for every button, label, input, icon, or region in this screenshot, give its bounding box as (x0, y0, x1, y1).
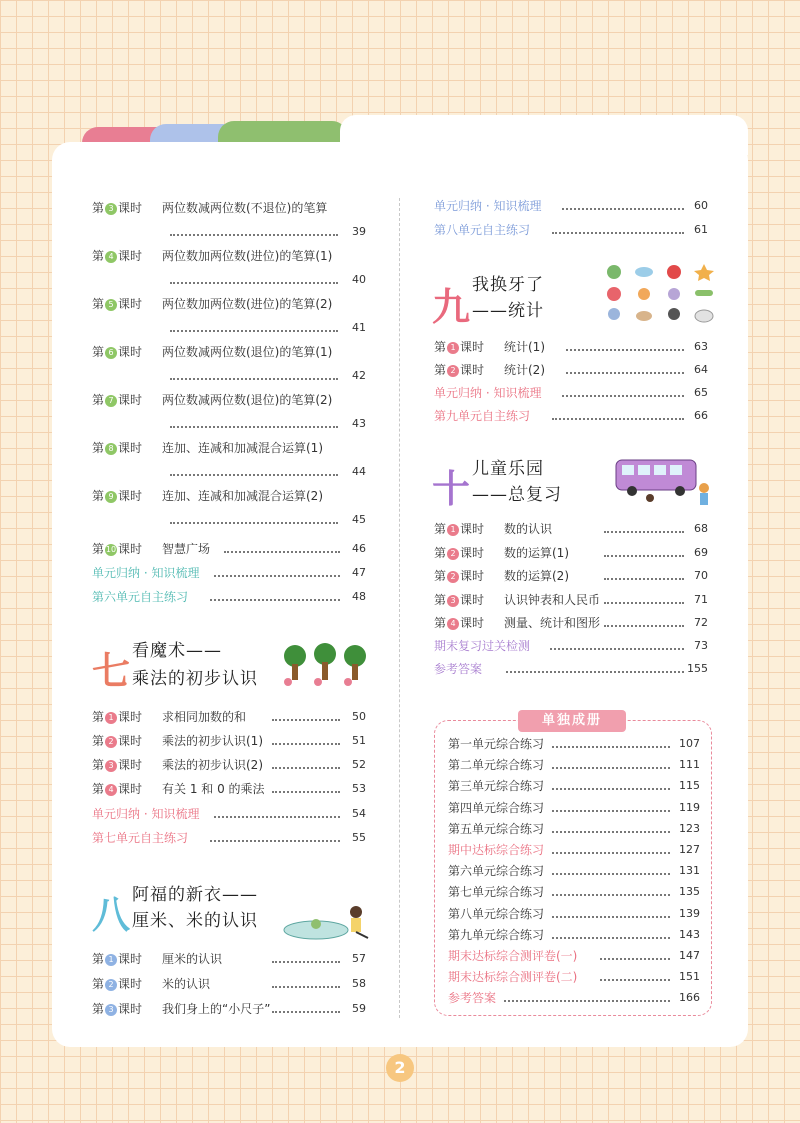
entry-title: 两位数加两位数(进位)的笔算(1) (162, 249, 333, 263)
entry-title: 单元归纳 · 知识梳理 (92, 566, 200, 580)
unit7-title-line2: 乘法的初步认识 (132, 669, 258, 689)
leader-dots (552, 894, 670, 896)
leader-dots (506, 671, 684, 673)
lesson-number-badge: 9 (105, 491, 117, 503)
lesson-number-badge: 3 (105, 760, 117, 772)
lesson-label: 第 2 课时 (92, 977, 143, 991)
lesson-label: 第 5 课时 (92, 297, 143, 311)
entry-title: 参考答案 (434, 662, 483, 676)
entry-title: 数的运算(1) (504, 545, 569, 560)
page-ref: 70 (694, 569, 708, 582)
lesson-label: 第 2 课时 (92, 734, 143, 748)
lesson-label: 第 1 课时 (92, 710, 143, 724)
page-ref: 72 (694, 616, 708, 629)
magic-trees-illustration (280, 640, 370, 692)
lesson-label: 第 3 课时 (92, 1002, 143, 1016)
page-ref: 61 (694, 223, 708, 236)
entry-title: 连加、连减和加减混合运算(2) (162, 489, 323, 503)
entry-title: 两位数减两位数(退位)的笔算(2) (162, 393, 333, 407)
unit8-char: 八 (92, 893, 131, 937)
lesson-label: 第 1 课时 (434, 340, 485, 354)
entry-title: 第三单元综合练习 (448, 779, 545, 794)
lesson-number-badge: 4 (447, 618, 459, 630)
leader-dots (562, 395, 684, 397)
entry-title: 单元归纳 · 知识梳理 (434, 386, 542, 400)
page-ref: 166 (679, 991, 700, 1005)
unit9-title-line2: ——统计 (472, 301, 544, 321)
entry-title: 期末达标综合测评卷(二) (448, 970, 578, 985)
leader-dots (600, 979, 670, 981)
entry-title: 认识钟表和人民币 (504, 592, 601, 607)
page-ref: 43 (352, 417, 366, 430)
leader-dots (170, 426, 338, 428)
page-ref: 63 (694, 340, 708, 353)
lesson-number-badge: 2 (105, 736, 117, 748)
leader-dots (552, 767, 670, 769)
page-ref: 58 (352, 977, 366, 990)
entry-title: 第九单元自主练习 (434, 409, 531, 423)
leader-dots (214, 816, 340, 818)
entry-title: 单元归纳 · 知识梳理 (92, 807, 200, 821)
entry-title: 期中达标综合练习 (448, 843, 545, 857)
leader-dots (170, 522, 338, 524)
lesson-number-badge: 1 (105, 712, 117, 724)
leader-dots (552, 418, 684, 420)
lesson-number-badge: 6 (105, 347, 117, 359)
page-ref: 69 (694, 545, 708, 559)
separate-volume-header: 单独成册 (518, 710, 626, 732)
page-ref: 155 (687, 662, 708, 675)
lesson-label: 第 3 课时 (92, 201, 143, 215)
page-ref: 147 (679, 949, 700, 962)
leader-dots (552, 916, 670, 918)
leader-dots (272, 1011, 340, 1013)
leader-dots (566, 349, 684, 351)
lesson-label: 第 2 课时 (434, 569, 485, 583)
leader-dots (170, 378, 338, 380)
leader-dots (272, 961, 340, 963)
leader-dots (552, 937, 670, 939)
page-ref: 123 (679, 821, 700, 835)
entry-title: 两位数加两位数(进位)的笔算(2) (162, 297, 333, 311)
lesson-label: 第 10 课时 (92, 542, 143, 556)
page-ref: 44 (352, 465, 366, 478)
page-ref: 65 (694, 386, 708, 399)
lesson-label: 第 9 课时 (92, 489, 143, 503)
lesson-number-badge: 1 (447, 342, 459, 354)
page-ref: 45 (352, 513, 366, 526)
leader-dots (552, 788, 670, 790)
page-ref: 55 (352, 831, 366, 844)
lesson-number-badge: 7 (105, 395, 117, 407)
lesson-label: 第 3 课时 (92, 758, 143, 772)
entry-title: 连加、连减和加减混合运算(1) (162, 441, 323, 455)
lesson-label: 第 7 课时 (92, 393, 143, 407)
entry-title: 第八单元自主练习 (434, 223, 531, 237)
page-ref: 53 (352, 782, 366, 795)
entry-title: 乘法的初步认识(2) (162, 758, 263, 772)
unit7-char: 七 (92, 649, 131, 693)
page-ref: 51 (352, 734, 366, 747)
entry-title: 第七单元自主练习 (92, 831, 189, 845)
entry-title: 第六单元自主练习 (92, 590, 189, 604)
entry-title: 期末达标综合测评卷(一) (448, 949, 578, 963)
entry-title: 求相同加数的和 (162, 710, 247, 724)
leader-dots (272, 986, 340, 988)
lesson-label: 第 1 课时 (434, 522, 485, 536)
lesson-number-badge: 2 (447, 365, 459, 377)
entry-title: 两位数减两位数(不退位)的笔算 (162, 201, 328, 215)
entry-title: 厘米的认识 (162, 952, 223, 966)
entry-title: 第四单元综合练习 (448, 800, 545, 815)
entry-title: 乘法的初步认识(1) (162, 734, 263, 748)
lesson-number-badge: 2 (447, 548, 459, 560)
page-ref: 46 (352, 542, 366, 555)
lesson-number-badge: 2 (447, 571, 459, 583)
page-ref: 50 (352, 710, 366, 723)
page-ref: 111 (679, 758, 700, 772)
unit9-title-line1: 我换牙了 (472, 275, 544, 295)
leader-dots (552, 831, 670, 833)
entry-title: 智慧广场 (162, 542, 211, 556)
page-ref: 52 (352, 758, 366, 771)
card-top-tab (340, 115, 748, 155)
page-ref: 48 (352, 590, 366, 603)
leader-dots (550, 648, 684, 650)
entry-title: 两位数减两位数(退位)的笔算(1) (162, 345, 333, 359)
lesson-label: 第 4 课时 (434, 616, 485, 630)
entry-title: 有关 1 和 0 的乘法 (162, 782, 265, 796)
page-ref: 39 (352, 225, 366, 238)
leader-dots (170, 234, 338, 236)
page-ref: 60 (694, 199, 708, 212)
leader-dots (504, 1000, 670, 1002)
leader-dots (214, 575, 340, 577)
entry-title: 第七单元综合练习 (448, 885, 545, 900)
lesson-number-badge: 3 (105, 203, 117, 215)
kids-measuring-illustration (282, 904, 378, 944)
lesson-number-badge: 4 (105, 784, 117, 796)
leader-dots (604, 578, 684, 580)
entry-title: 数的认识 (504, 522, 553, 536)
page-ref: 68 (694, 522, 708, 535)
lesson-label: 第 8 课时 (92, 441, 143, 455)
page-ref: 54 (352, 807, 366, 820)
entry-title: 测量、统计和图形 (504, 616, 601, 630)
page-ref: 115 (679, 779, 700, 793)
leader-dots (604, 602, 684, 604)
leader-dots (170, 474, 338, 476)
animals-stickers-illustration (602, 262, 718, 326)
unit7-title-line1: 看魔术—— (132, 641, 222, 661)
unit10-char: 十 (432, 467, 471, 511)
lesson-number-badge: 3 (105, 1004, 117, 1016)
leader-dots (604, 625, 684, 627)
entry-title: 第五单元综合练习 (448, 821, 545, 836)
unit8-title-line1: 阿福的新衣—— (132, 885, 258, 905)
lesson-label: 第 4 课时 (92, 249, 143, 263)
lesson-label: 第 2 课时 (434, 545, 485, 560)
leader-dots (170, 330, 338, 332)
entry-title: 第一单元综合练习 (448, 737, 545, 751)
page-ref: 57 (352, 952, 366, 965)
entry-title: 期末复习过关检测 (434, 639, 531, 653)
leader-dots (604, 531, 684, 533)
leader-dots (170, 282, 338, 284)
lesson-number-badge: 8 (105, 443, 117, 455)
page-ref: 151 (679, 970, 700, 984)
leader-dots (562, 208, 684, 210)
page-ref: 47 (352, 566, 366, 579)
column-divider (399, 198, 400, 1018)
entry-title: 第二单元综合练习 (448, 758, 545, 773)
entry-title: 我们身上的“小尺子” (162, 1002, 271, 1016)
entry-title: 单元归纳 · 知识梳理 (434, 199, 542, 213)
bus-illustration (612, 454, 718, 508)
page-ref: 135 (679, 885, 700, 899)
page-ref: 139 (679, 906, 700, 920)
entry-title: 统计(2) (504, 363, 545, 377)
entry-title: 第六单元综合练习 (448, 864, 545, 879)
page-ref: 71 (694, 592, 708, 606)
entry-title: 参考答案 (448, 991, 497, 1006)
page-ref: 107 (679, 737, 700, 750)
lesson-label: 第 2 课时 (434, 363, 485, 377)
leader-dots (552, 810, 670, 812)
page-ref: 42 (352, 369, 366, 382)
leader-dots (224, 551, 340, 553)
leader-dots (272, 719, 340, 721)
leader-dots (272, 767, 340, 769)
leader-dots (552, 852, 670, 854)
leader-dots (600, 958, 670, 960)
page-ref: 73 (694, 639, 708, 652)
leader-dots (210, 599, 340, 601)
lesson-number-badge: 2 (105, 979, 117, 991)
page-ref: 64 (694, 363, 708, 376)
page-ref: 127 (679, 843, 700, 856)
lesson-number-badge: 5 (105, 299, 117, 311)
leader-dots (210, 840, 340, 842)
page-number: 2 (386, 1054, 414, 1082)
lesson-label: 第 1 课时 (92, 952, 143, 966)
leader-dots (552, 232, 684, 234)
leader-dots (272, 743, 340, 745)
unit8-title-line2: 厘米、米的认识 (132, 911, 258, 931)
unit10-title-line1: 儿童乐园 (472, 459, 544, 479)
unit10-title-line2: ——总复习 (472, 485, 562, 505)
page-ref: 131 (679, 864, 700, 878)
lesson-number-badge: 1 (447, 524, 459, 536)
lesson-label: 第 6 课时 (92, 345, 143, 359)
page-ref: 41 (352, 321, 366, 334)
unit9-char: 九 (432, 285, 471, 329)
lesson-label: 第 4 课时 (92, 782, 143, 796)
page-ref: 119 (679, 800, 700, 814)
leader-dots (566, 372, 684, 374)
entry-title: 米的认识 (162, 977, 211, 991)
page-ref: 143 (679, 927, 700, 941)
entry-title: 数的运算(2) (504, 569, 569, 583)
lesson-label: 第 3 课时 (434, 592, 485, 607)
page-ref: 40 (352, 273, 366, 286)
leader-dots (552, 873, 670, 875)
leader-dots (272, 791, 340, 793)
lesson-number-badge: 10 (105, 545, 117, 554)
entry-title: 第八单元综合练习 (448, 906, 545, 921)
page-ref: 66 (694, 409, 708, 422)
lesson-number-badge: 1 (105, 954, 117, 966)
lesson-number-badge: 3 (447, 595, 459, 607)
leader-dots (552, 746, 670, 748)
page-ref: 59 (352, 1002, 366, 1015)
entry-title: 第九单元综合练习 (448, 927, 545, 942)
lesson-number-badge: 4 (105, 251, 117, 263)
entry-title: 统计(1) (504, 340, 545, 354)
leader-dots (604, 555, 684, 557)
